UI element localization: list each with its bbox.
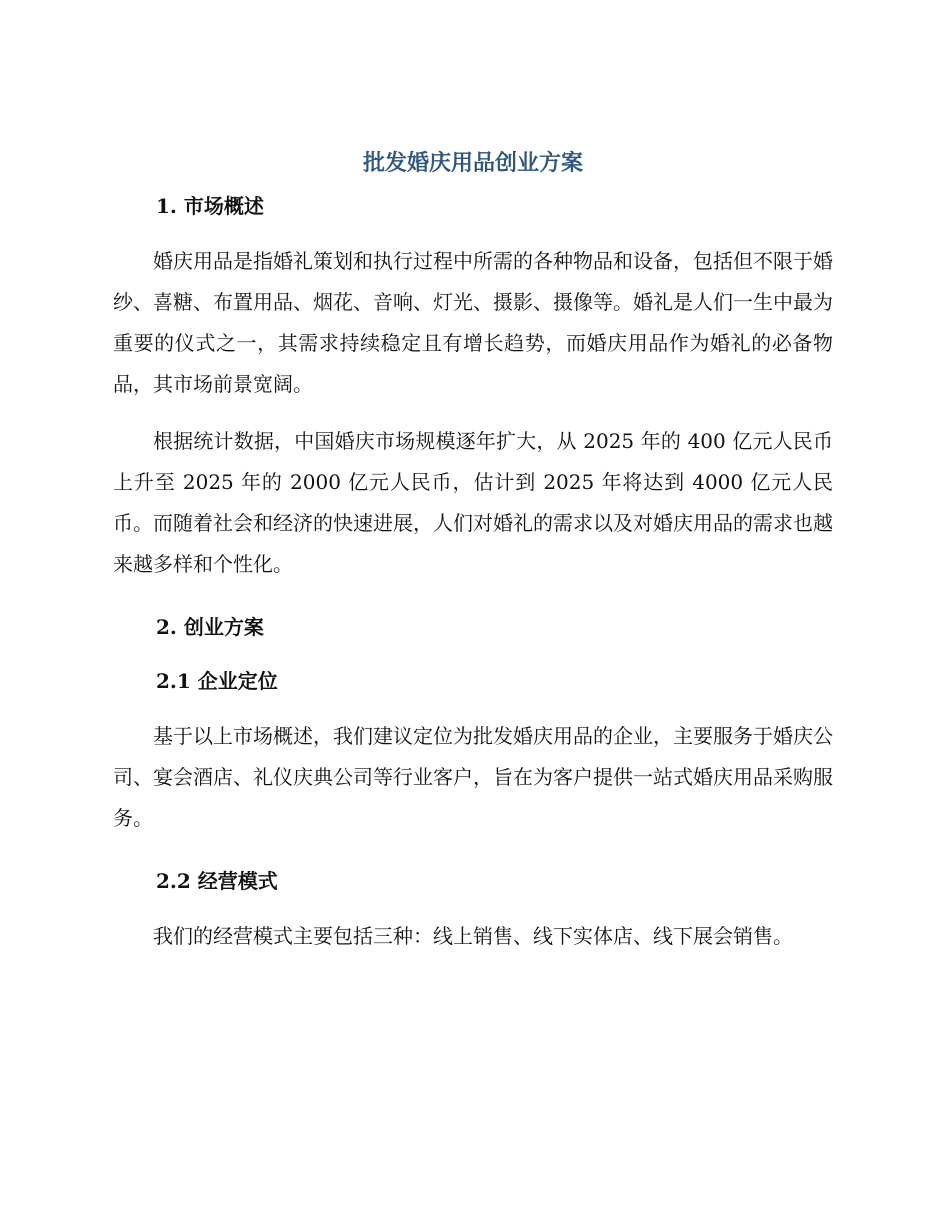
paragraph-positioning: 基于以上市场概述，我们建议定位为批发婚庆用品的企业，主要服务于婚庆公司、宴会酒店、礼仪庆典公司等行业客户，旨在为客户提供一站式婚庆用品采购服务。 bbox=[113, 724, 833, 830]
subsection-heading-positioning: 2.1 企业定位 bbox=[156, 669, 278, 693]
paragraph-market-definition: 婚庆用品是指婚礼策划和执行过程中所需的各种物品和设备，包括但不限于婚纱、喜糖、布置用品、烟花、音响、灯光、摄影、摄像等。婚礼是人们一生中最为重要的仪式之一，其需求持续稳定且有增长趋势，而婚庆用品作为婚礼的必备物品，其市场前景宽阔。 bbox=[113, 249, 833, 396]
document-title: 批发婚庆用品创业方案 bbox=[362, 151, 583, 176]
paragraph-business-model: 我们的经营模式主要包括三种：线上销售、线下实体店、线下展会销售。 bbox=[153, 924, 793, 948]
section-heading-market-overview: 1. 市场概述 bbox=[156, 194, 264, 218]
document-body bbox=[113, 148, 833, 957]
section-heading-business-plan: 2. 创业方案 bbox=[156, 615, 264, 639]
paragraph-market-statistics: 根据统计数据，中国婚庆市场规模逐年扩大，从 2025 年的 400 亿元人民币上升至 2025 年的 2000 亿元人民币，估计到 2025 年将达到 4000 亿元人民币。而随着社会和经济的快速进展，人们对婚礼的需求以及对婚庆用品的需求也越来越多样和个性化。 bbox=[113, 429, 833, 576]
subsection-heading-business-model: 2.2 经营模式 bbox=[156, 869, 278, 893]
